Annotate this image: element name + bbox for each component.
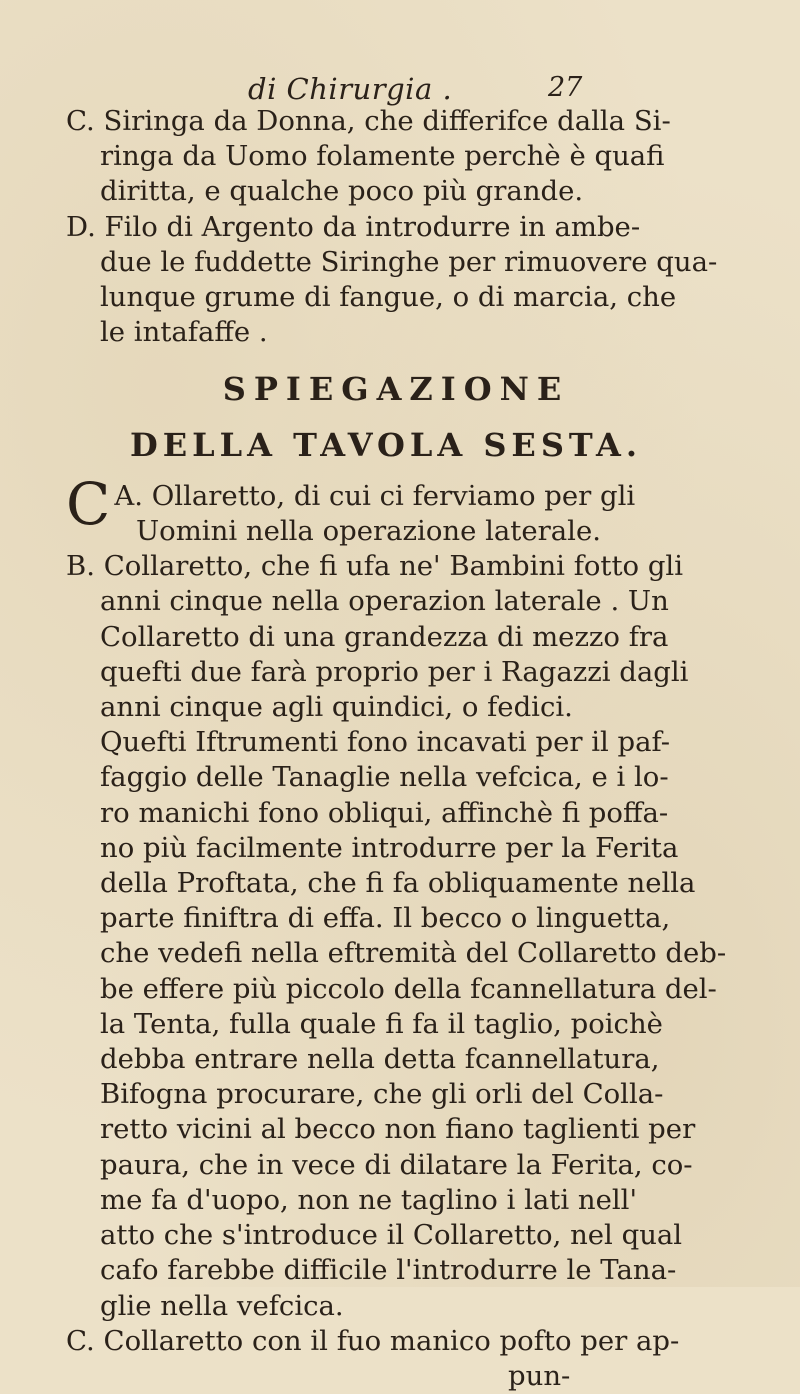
entry-b-collaretto xyxy=(66,549,766,725)
text-line: le intafaffe . xyxy=(100,316,268,349)
entry-c-collaretto xyxy=(66,1324,766,1394)
text-line: ringa da Uomo folamente perchè è quafi xyxy=(100,140,665,173)
text-line: anni cinque agli quindici, o fedici. xyxy=(100,691,573,724)
text-line: D. Filo di Argento da introdurre in ambe- xyxy=(66,210,641,243)
text-line: ro manichi fono obliqui, affinchè fi poffa- xyxy=(100,796,669,829)
catchword: pun- xyxy=(508,1359,571,1392)
page-number: 27 xyxy=(548,72,583,103)
running-title: di Chirurgia . xyxy=(248,72,453,106)
text-line: C. Collaretto con il fuo manico pofto per ap- xyxy=(66,1324,680,1357)
text-line: Bifogna procurare, che gli orli del Colla- xyxy=(100,1078,664,1111)
text-line: debba entrare nella detta fcannellatura, xyxy=(100,1043,660,1076)
entry-d-filo xyxy=(66,210,766,351)
text-line: anni cinque nella operazion laterale . Un xyxy=(100,585,669,618)
text-line: che vedefi nella eftremità del Collaretto deb- xyxy=(100,937,727,970)
text-line: diritta, e qualche poco più grande. xyxy=(100,175,584,208)
text-line: C. Siringa da Donna, che differifce dalla Si- xyxy=(66,105,671,137)
text-line: glie nella vefcica. xyxy=(100,1289,344,1322)
text-line: della Proftata, che fi fa obliquamente nella xyxy=(100,867,696,900)
text-line: cafo farebbe difficile l'introdurre le Tana- xyxy=(100,1254,677,1287)
text-line: be effere più piccolo della fcannellatura del- xyxy=(100,972,717,1005)
section-subheading: DELLA TAVOLA SESTA. xyxy=(130,425,642,464)
entry-a-collaretto xyxy=(66,469,766,549)
text-line: faggio delle Tanaglie nella vefcica, e i lo- xyxy=(100,761,669,794)
text-line: Quefti Iftrumenti fono incavati per il paf- xyxy=(100,726,671,759)
text-line: me fa d'uopo, non ne taglino i lati nell' xyxy=(100,1183,638,1216)
text-line: Collaretto di una grandezza di mezzo fra xyxy=(100,620,669,653)
text-line: lunque grume di fangue, o di marcia, che xyxy=(100,281,677,314)
paragraph-istrumenti xyxy=(66,725,766,1323)
drop-cap: C xyxy=(66,469,111,538)
entry-letter: A. xyxy=(114,479,143,512)
text-line: atto che s'introduce il Collaretto, nel qual xyxy=(100,1219,683,1252)
text-line: B. Collaretto, che fi ufa ne' Bambini fotto gli xyxy=(66,550,684,583)
section-heading: SPIEGAZIONE xyxy=(222,370,570,409)
text-line: retto vicini al becco non fiano taglienti per xyxy=(100,1113,696,1146)
body-text xyxy=(66,104,766,1394)
text-line: due le fuddette Siringhe per rimuovere qua- xyxy=(100,245,718,278)
text-fragment: Ollaretto, di cui ci ferviamo per gli xyxy=(151,479,636,512)
text-line: la Tenta, fulla quale fi fa il taglio, poichè xyxy=(100,1007,663,1040)
text-line: no più facilmente introdurre per la Ferita xyxy=(100,831,679,864)
text-line: Uomini nella operazione laterale. xyxy=(136,515,601,548)
text-line: quefti due farà proprio per i Ragazzi dagli xyxy=(100,655,689,688)
entry-c-siringa xyxy=(66,104,766,210)
text-line: parte finiftra di effa. Il becco o linguetta, xyxy=(100,902,671,935)
text-line: paura, che in vece di dilatare la Ferita, co- xyxy=(100,1148,693,1181)
